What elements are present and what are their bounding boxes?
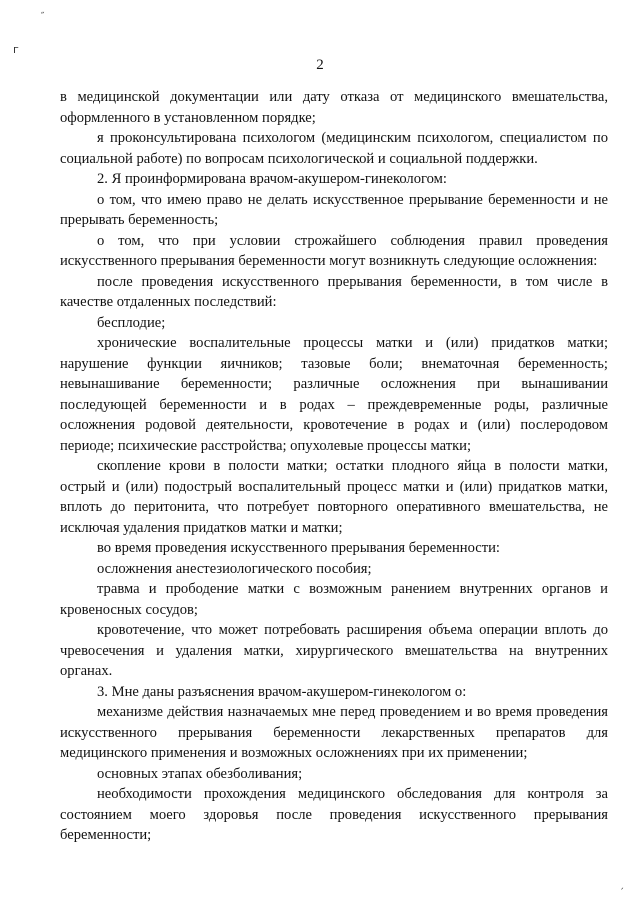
paragraph-16: необходимости прохождения медицинского обследования для контроля за состоянием моего здоровья после проведения искусственного прерывания беременности; — [60, 786, 608, 843]
paragraph-9: во время проведения искусственного прерывания беременности: — [97, 540, 500, 556]
page-number: 2 — [316, 57, 324, 73]
paragraph-15: основных этапах обезболивания; — [97, 765, 303, 782]
paragraph-7: хронические воспалительные процессы матки и (или) придатков матки; нарушение функции яичников; тазовые боли; внематочная беременность; невынашивание беременности; различные осложнения при вынашивании последующей беременности и в родах – преждевременные роды, различные осложнения родовой деятельности, кровотечение в родах и (или) послеродовом периоде; психические расстройства; опухолевые процессы матки; — [60, 335, 608, 454]
paragraph-5: после проведения искусственного прерывания беременности, в том числе в качестве отдаленных последствий: — [60, 273, 608, 310]
paragraph-0: в медицинской документации или дату отказа от медицинского вмешательства, оформленного в установленном порядке; — [60, 89, 608, 126]
scan-speck-left: г — [13, 43, 19, 56]
paragraph-6: бесплодие; — [97, 314, 166, 331]
paragraph-2: 2. Я проинформирована врачом-акушером-гинекологом: — [97, 171, 447, 187]
paragraph-13: 3. Мне даны разъяснения врачом-акушером-гинекологом о: — [97, 683, 467, 700]
paragraph-12: кровотечение, что может потребовать расширения объема операции вплоть до чревосечения и удаления матки, хирургического вмешательства на внутренних органах. — [60, 622, 608, 679]
paragraph-14: механизме действия назначаемых мне перед проведением и во время проведения искусственного прерывания беременности лекарственных препаратов для медицинского применения и возможных осложнениях при их применении; — [60, 704, 608, 761]
document-body — [60, 87, 608, 846]
scan-speck-top: ˝ — [40, 12, 45, 22]
paragraph-3: о том, что имею право не делать искусственное прерывание беременности и не прерывать беременность; — [60, 191, 608, 228]
paragraph-4: о том, что при условии строжайшего соблюдения правил проведения искусственного прерывания беременности могут возникнуть следующие осложнения: — [60, 232, 608, 269]
paragraph-10: осложнения анестезиологического пособия; — [97, 560, 372, 577]
paragraph-8: скопление крови в полости матки; остатки плодного яйца в полости матки, острый и (или) подострый воспалительный процесс матки и (или) придатков матки, вплоть до перитонита, что потребует повторного оперативного вмешательства, не исключая удаления придатков матки и матки; — [60, 458, 608, 536]
scan-speck-bottom-right: ´ — [619, 888, 624, 898]
paragraph-1: я проконсультирована психологом (медицинским психологом, специалистом по социальной работе) по вопросам психологической и социальной поддержки. — [60, 130, 608, 167]
paragraph-11: травма и прободение матки с возможным ранением внутренних органов и кровеносных сосудов; — [60, 581, 608, 618]
